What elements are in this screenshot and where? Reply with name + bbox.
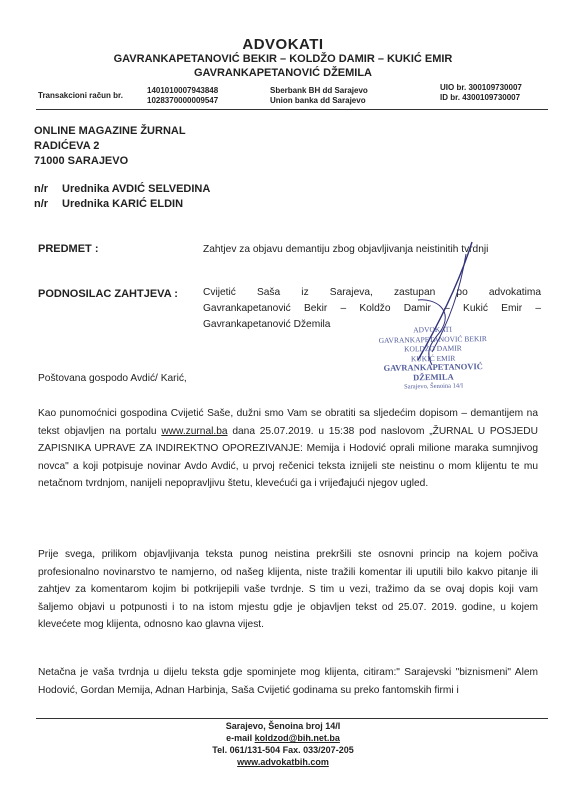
recipient-city: 71000 SARAJEVO xyxy=(34,155,129,167)
account-number-2: 1028370000009547 xyxy=(147,96,219,105)
attn-editor-2: Urednika KARIĆ ELDIN xyxy=(62,198,184,210)
subject-text: Zahtjev za objavu demantiju zbog objavljivanja neistinitih tvrdnji xyxy=(203,244,489,255)
applicant-line-2: Gavrankapetanović Bekir – Koldžo Damir – Kukić Emir – xyxy=(203,303,541,314)
bank-1: Sberbank BH dd Sarajevo xyxy=(270,86,368,95)
letterhead-partners: GAVRANKAPETANOVIĆ BEKIR – KOLDŽO DAMIR – KUKIĆ EMIR xyxy=(113,53,453,65)
portal-link[interactable]: www.zurnal.ba xyxy=(161,425,228,437)
id-number: ID br. 4300109730007 xyxy=(440,93,521,102)
footer-divider xyxy=(36,718,548,719)
recipient-street: RADIĆEVA 2 xyxy=(34,140,100,152)
footer-email: e-mail koldzod@bih.net.ba xyxy=(226,733,340,743)
applicant-line-3: Gavrankapetanović Džemila xyxy=(203,319,331,330)
attn-editor-1: Urednika AVDIĆ SELVEDINA xyxy=(62,183,211,195)
recipient-name: ONLINE MAGAZINE ŽURNAL xyxy=(34,125,186,137)
account-number-1: 1401010007943848 xyxy=(147,86,219,95)
footer-website xyxy=(0,757,566,769)
website-link[interactable]: www.advokatbih.com xyxy=(237,757,329,767)
header-divider xyxy=(36,109,548,110)
account-label: Transakcioni račun br. xyxy=(38,91,123,100)
footer-phone: Tel. 061/131-504 Fax. 033/207-205 xyxy=(212,745,354,755)
attn-prefix-1: n/r xyxy=(34,183,49,195)
letterhead-title: ADVOKATI xyxy=(242,36,324,53)
attn-prefix-2: n/r xyxy=(34,198,49,210)
email-link[interactable]: koldzod@bih.net.ba xyxy=(254,733,340,743)
footer-address: Sarajevo, Šenoina broj 14/I xyxy=(225,721,341,731)
bank-2: Union banka dd Sarajevo xyxy=(270,96,366,105)
applicant-line-1: Cvijetić Saša iz Sarajeva, zastupan po advokatima xyxy=(203,287,541,298)
body-paragraph-2: Prije svega, prilikom objavljivanja teksta punog neistina prekršili ste osnovni princip na kojem počiva profesionalno novinarstvo te namjerno, od našeg klijenta, niste tražili komentar ili uputili bilo kakvo pitanje ili zahtjev za komentarom kojim bi potkrijepili vaše tvrdnje. S tim u vezi, tražimo da se ovaj dopis koji vam šaljemo objavi u potpunosti i to na istom mjestu gdje je objavljen tekst od 25.07. 2019. godine, u kojem klevećete mog klijenta, odnosno kao glavna vijest. xyxy=(38,549,538,630)
body-paragraph-3: Netačna je vaša tvrdnja u dijelu teksta gdje spominjete mog klijenta, citiram:" Sarajevski "biznismeni" Alem Hodović, Gordan Memija, Adnan Harbinja, Saša Cvijetić godinama su preko fantomskih firmi i xyxy=(38,667,538,696)
uio-number: UIO br. 300109730007 xyxy=(440,83,522,92)
subject-label: PREDMET : xyxy=(38,243,99,255)
letterhead-partner-2: GAVRANKAPETANOVIĆ DŽEMILA xyxy=(193,67,373,79)
body-paragraph-1: Kao punomoćnici gospodina Cvijetić Saše, dužni smo Vam se obratiti sa sljedećim dopisom – demantijem na tekst objavljen na portalu www.zurnal.ba dana 25.07.2019. u 15:38 pod naslovom „ŽURNAL U POSJEDU ZAPISNIKA UPRAVE ZA INDIREKTNO OPOREZIVANJE: Memija i Hodović oprali milione maraka sumnjivog novca" a koji potpisuje novinar Avdo Avdić, u prvoj rečenici teksta iznijeli ste neistinu o mom klijentu te mu netačnom tvrdnjom, nanijeli nepopravljivu štetu, klevećući ga i vrijeđajući njegov ugled. xyxy=(38,408,538,489)
applicant-label: PODNOSILAC ZAHTJEVA : xyxy=(38,288,178,300)
law-office-stamp: ADVOKATI GAVRANKAPETANOVIĆ BEKIR KOLDŽO DAMIR KUKIĆ EMIR GAVRANKAPETANOVIĆ DŽEMILA Sarajevo, Šenoina 14/I xyxy=(378,324,487,391)
salutation: Poštovana gospodo Avdić/ Karić, xyxy=(38,373,187,384)
